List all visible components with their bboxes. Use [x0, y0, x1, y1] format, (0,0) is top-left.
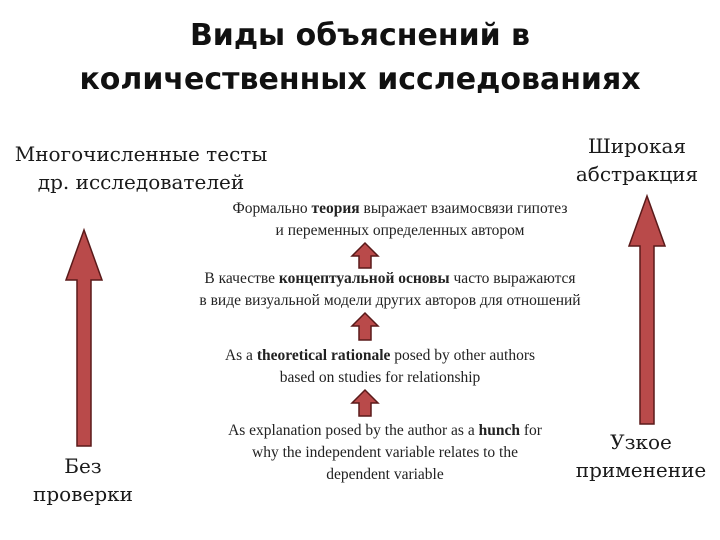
level-text: Формально: [232, 200, 312, 217]
level-text: As a: [224, 347, 257, 364]
small-up-arrow-icon-2: [352, 313, 378, 340]
level-formal-theory-line-2: и переменных определенных автором: [275, 222, 525, 239]
small-up-arrow-icon-3: [352, 390, 378, 416]
label-no-testing-line-1: Без: [64, 454, 102, 478]
level-keyword: theoretical rationale: [256, 347, 391, 364]
level-keyword: концептуальной основы: [278, 270, 450, 287]
title-line-2: количественных исследованиях: [79, 62, 641, 97]
label-no-testing-line-2: проверки: [33, 482, 133, 506]
level-theoretical-rationale-line-2: based on studies for relationship: [279, 369, 481, 386]
level-keyword: теория: [311, 200, 360, 217]
label-narrow-application-line-2: применение: [575, 458, 707, 482]
level-text: for: [519, 422, 542, 439]
label-narrow-application-line-1: Узкое: [610, 430, 672, 454]
small-up-arrow-icon-1: [352, 243, 378, 268]
title-line-1: Виды объяснений в: [189, 18, 531, 53]
level-text: As explanation posed by the author as a: [228, 422, 479, 439]
level-text: выражает взаимосвязи гипотез: [359, 200, 568, 217]
left-vertical-arrow-icon: [66, 230, 102, 446]
level-text: часто выражаются: [449, 270, 576, 287]
level-text: posed by other authors: [390, 347, 536, 364]
label-broad-abstraction-line-1: Широкая: [587, 134, 687, 158]
label-multiple-tests-line-2: др. исследователей: [37, 170, 245, 194]
label-broad-abstraction-line-2: абстракция: [575, 162, 699, 186]
level-text: В качестве: [204, 270, 279, 287]
level-hunch-line-2: why the independent variable relates to the: [252, 444, 518, 461]
level-hunch-line-3: dependent variable: [326, 466, 444, 483]
right-vertical-arrow-icon: [629, 196, 665, 424]
level-conceptual-framework-line-2: в виде визуальной модели других авторов для отношений: [199, 292, 581, 309]
label-multiple-tests-line-1: Многочисленные тесты: [14, 142, 268, 166]
level-keyword: hunch: [478, 422, 520, 439]
